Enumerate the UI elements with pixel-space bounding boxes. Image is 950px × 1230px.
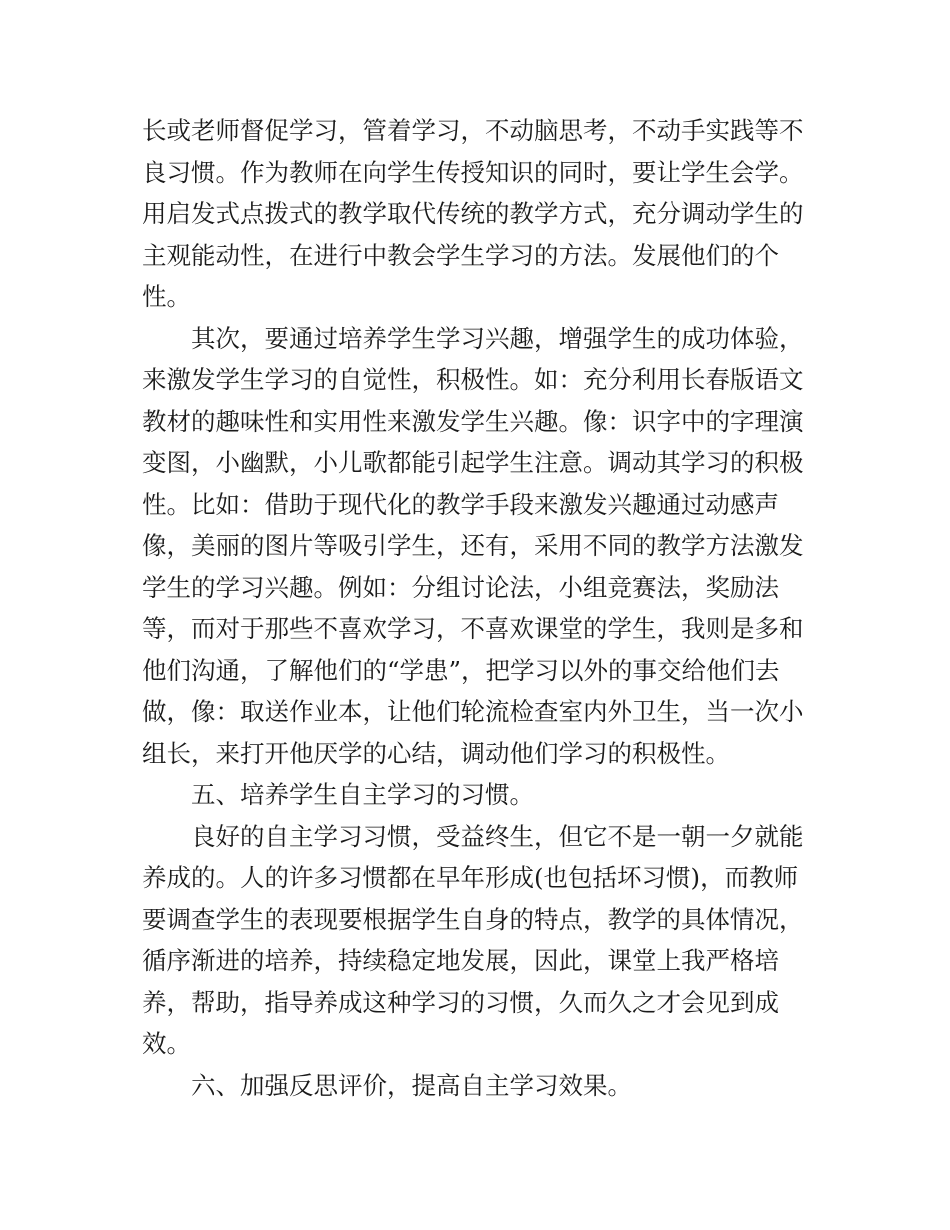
text-line: 良习惯。作为教师在向学生传授知识的同时，要让学生会学。 bbox=[142, 157, 804, 187]
text-line: 他们沟通，了解他们的“学患”，把学习以外的事交给他们去 bbox=[142, 655, 780, 685]
text-line: 良好的自主学习习惯，受益终生，但它不是一朝一夕就能 bbox=[142, 821, 804, 851]
text-line: 要调查学生的表现要根据学生自身的特点，教学的具体情况， bbox=[142, 904, 804, 934]
text-line: 养成的。人的许多习惯都在早年形成(也包括坏习惯)，而教师 bbox=[142, 863, 799, 892]
heading-line: 五、培养学生自主学习的习惯。 bbox=[142, 780, 534, 809]
text-line: 养，帮助，指导养成这种学习的习惯，久而久之才会见到成 bbox=[142, 987, 779, 1017]
paragraph-interest bbox=[142, 318, 814, 775]
text-line: 做，像：取送作业本，让他们轮流检查室内外卫生，当一次小 bbox=[142, 697, 804, 726]
section-heading-6 bbox=[142, 1065, 814, 1107]
text-line: 循序渐进的培养，持续稳定地发展，因此，课堂上我严格培 bbox=[142, 946, 779, 975]
section-heading-5 bbox=[142, 774, 814, 816]
paragraph-self-study-habit bbox=[142, 816, 814, 1065]
text-line: 性。 bbox=[142, 282, 191, 311]
text-line: 像，美丽的图片等吸引学生，还有，采用不同的教学方法激发 bbox=[142, 531, 804, 560]
text-line: 用启发式点拨式的教学取代传统的教学方式，充分调动学生的 bbox=[142, 199, 804, 228]
text-line: 学生的学习兴趣。例如：分组讨论法，小组竞赛法，奖励法 bbox=[142, 572, 779, 602]
text-line: 长或老师督促学习，管着学习，不动脑思考，不动手实践等不 bbox=[142, 116, 804, 145]
text-line: 主观能动性，在进行中教会学生学习的方法。发展他们的个 bbox=[142, 240, 779, 270]
text-line: 来激发学生学习的自觉性，积极性。如：充分利用长春版语文 bbox=[142, 365, 804, 394]
text-line: 组长，来打开他厌学的心结，调动他们学习的积极性。 bbox=[142, 738, 730, 768]
heading-line: 六、加强反思评价，提高自主学习效果。 bbox=[142, 1070, 632, 1100]
text-line: 效。 bbox=[142, 1029, 191, 1058]
text-line: 教材的趣味性和实用性来激发学生兴趣。像：识字中的字理演 bbox=[142, 406, 804, 436]
text-line: 等，而对于那些不喜欢学习，不喜欢课堂的学生，我则是多和 bbox=[142, 614, 804, 643]
document-body bbox=[142, 110, 814, 1106]
text-line: 其次，要通过培养学生学习兴趣，增强学生的成功体验， bbox=[142, 323, 804, 353]
text-line: 性。比如：借助于现代化的教学手段来激发兴趣通过动感声 bbox=[142, 489, 779, 519]
paragraph-study-habits bbox=[142, 110, 814, 318]
text-line: 变图，小幽默，小儿歌都能引起学生注意。调动其学习的积极 bbox=[142, 448, 804, 477]
